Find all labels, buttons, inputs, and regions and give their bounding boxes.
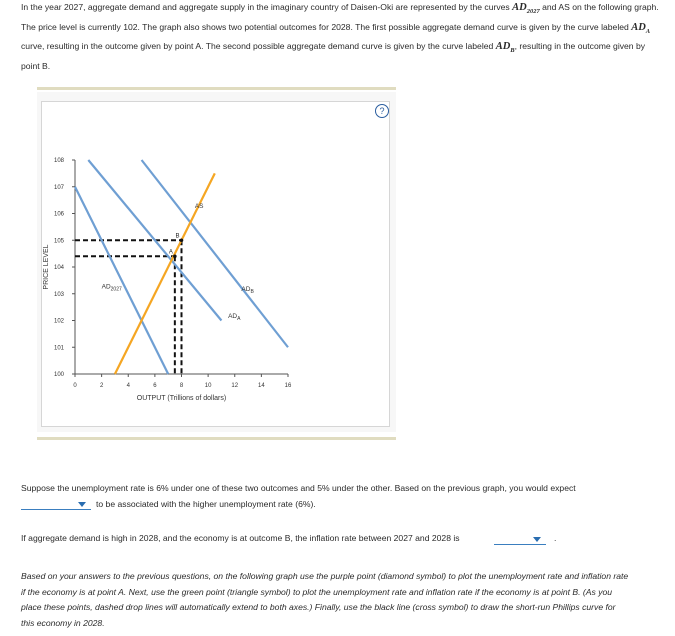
question2-text: If aggregate demand is high in 2028, and the economy is at outcome B, the inflation rate between 2027 and 2028 is bbox=[21, 533, 460, 543]
y-tick-label: 105 bbox=[53, 238, 64, 245]
intro-text-1: In the year 2027, aggregate demand and aggregate supply in the imaginary country of Daisen-Oki are represented by the curves bbox=[21, 2, 510, 12]
question2-period: . bbox=[554, 533, 557, 543]
point-b-label: B bbox=[175, 233, 180, 240]
x-tick-label: 0 bbox=[73, 383, 77, 389]
curve-label-main: AD bbox=[101, 283, 111, 291]
curve-label-adb bbox=[241, 286, 254, 295]
x-axis-label: OUTPUT (Trillions of dollars) bbox=[136, 395, 227, 402]
curve-label-subscript: A bbox=[237, 315, 241, 322]
x-tick-label: 8 bbox=[179, 383, 184, 389]
adb-symbol-sub: B bbox=[510, 47, 515, 55]
curve-label-main: AD bbox=[241, 286, 251, 294]
point-a-label: A bbox=[168, 249, 173, 256]
y-tick-label: 102 bbox=[53, 318, 64, 325]
curve-label-as bbox=[195, 203, 204, 210]
adb-symbol-main: AD bbox=[495, 41, 511, 53]
ad2027-symbol-main: AD bbox=[512, 2, 527, 13]
y-tick-label: 108 bbox=[53, 158, 64, 164]
curve-label-ada bbox=[228, 313, 241, 322]
y-tick-label: 107 bbox=[53, 184, 64, 191]
ad2027-symbol-sub: 2027 bbox=[526, 8, 540, 16]
curve-label-subscript: B bbox=[250, 289, 254, 296]
x-tick-label: 14 bbox=[258, 383, 265, 389]
y-axis-label: PRICE LEVEL bbox=[43, 244, 50, 290]
intro-text-2: and AS on the following graph. The price level is currently 102. The graph also shows two potential outcomes for 2028. The first possible aggregate demand curve is given by the curve labeled bbox=[21, 2, 659, 32]
help-icon[interactable]: ? bbox=[375, 104, 389, 118]
y-tick-label: 106 bbox=[53, 211, 64, 218]
question1-dropdown-caret-icon[interactable] bbox=[78, 502, 86, 507]
x-tick-label: 10 bbox=[204, 383, 212, 389]
x-tick-label: 12 bbox=[231, 383, 239, 389]
x-tick-label: 6 bbox=[153, 383, 157, 389]
y-tick-label: 100 bbox=[53, 372, 64, 378]
curve-label-main: AS bbox=[194, 203, 204, 211]
curve-ad2027 bbox=[75, 187, 168, 374]
y-tick-label: 101 bbox=[53, 345, 64, 352]
curve-adb bbox=[142, 160, 288, 347]
x-tick-label: 4 bbox=[126, 383, 130, 389]
y-tick-label: 104 bbox=[53, 265, 64, 271]
point-a-marker bbox=[173, 254, 177, 258]
intro-text-3: curve, resulting in the outcome given by point A. The second possible aggregate demand curve is given by the curve labeled bbox=[21, 41, 494, 52]
curve-label-ad2027 bbox=[102, 283, 122, 292]
intro-text-4: , resulting in the outcome given by point B. bbox=[21, 41, 646, 72]
ada-symbol-main: AD bbox=[631, 21, 646, 33]
question2-dropdown-caret-icon[interactable] bbox=[533, 537, 541, 542]
curve-label-main: AD bbox=[228, 312, 238, 320]
x-tick-label: 16 bbox=[284, 383, 292, 389]
point-b-marker bbox=[180, 238, 184, 242]
instructions-paragraph: Based on your answers to the previous questions, on the following graph use the purple point (diamond symbol) to plot the unemployment rate and inflation rate if the economy is at point A. Next, use the green point (triangle symbol) to plot the unemployment rate and inflation rate if the economy is at point B. (As you place these points, dashed drop lines will automatically extend to both axes.) Finally, use the black line (cross symbol) to draw the short-run Phillips curve for this economy in 2028. bbox=[21, 571, 629, 628]
x-tick-label: 2 bbox=[99, 383, 104, 389]
question1-text-end: to be associated with the higher unemployment rate (6%). bbox=[96, 499, 316, 509]
question1-text: Suppose the unemployment rate is 6% under one of these two outcomes and 5% under the other. Based on the previous graph, you would expect bbox=[21, 483, 576, 493]
y-tick-label: 103 bbox=[53, 291, 64, 298]
curve-label-subscript: 2027 bbox=[110, 286, 122, 293]
ada-symbol-sub: A bbox=[645, 27, 651, 35]
